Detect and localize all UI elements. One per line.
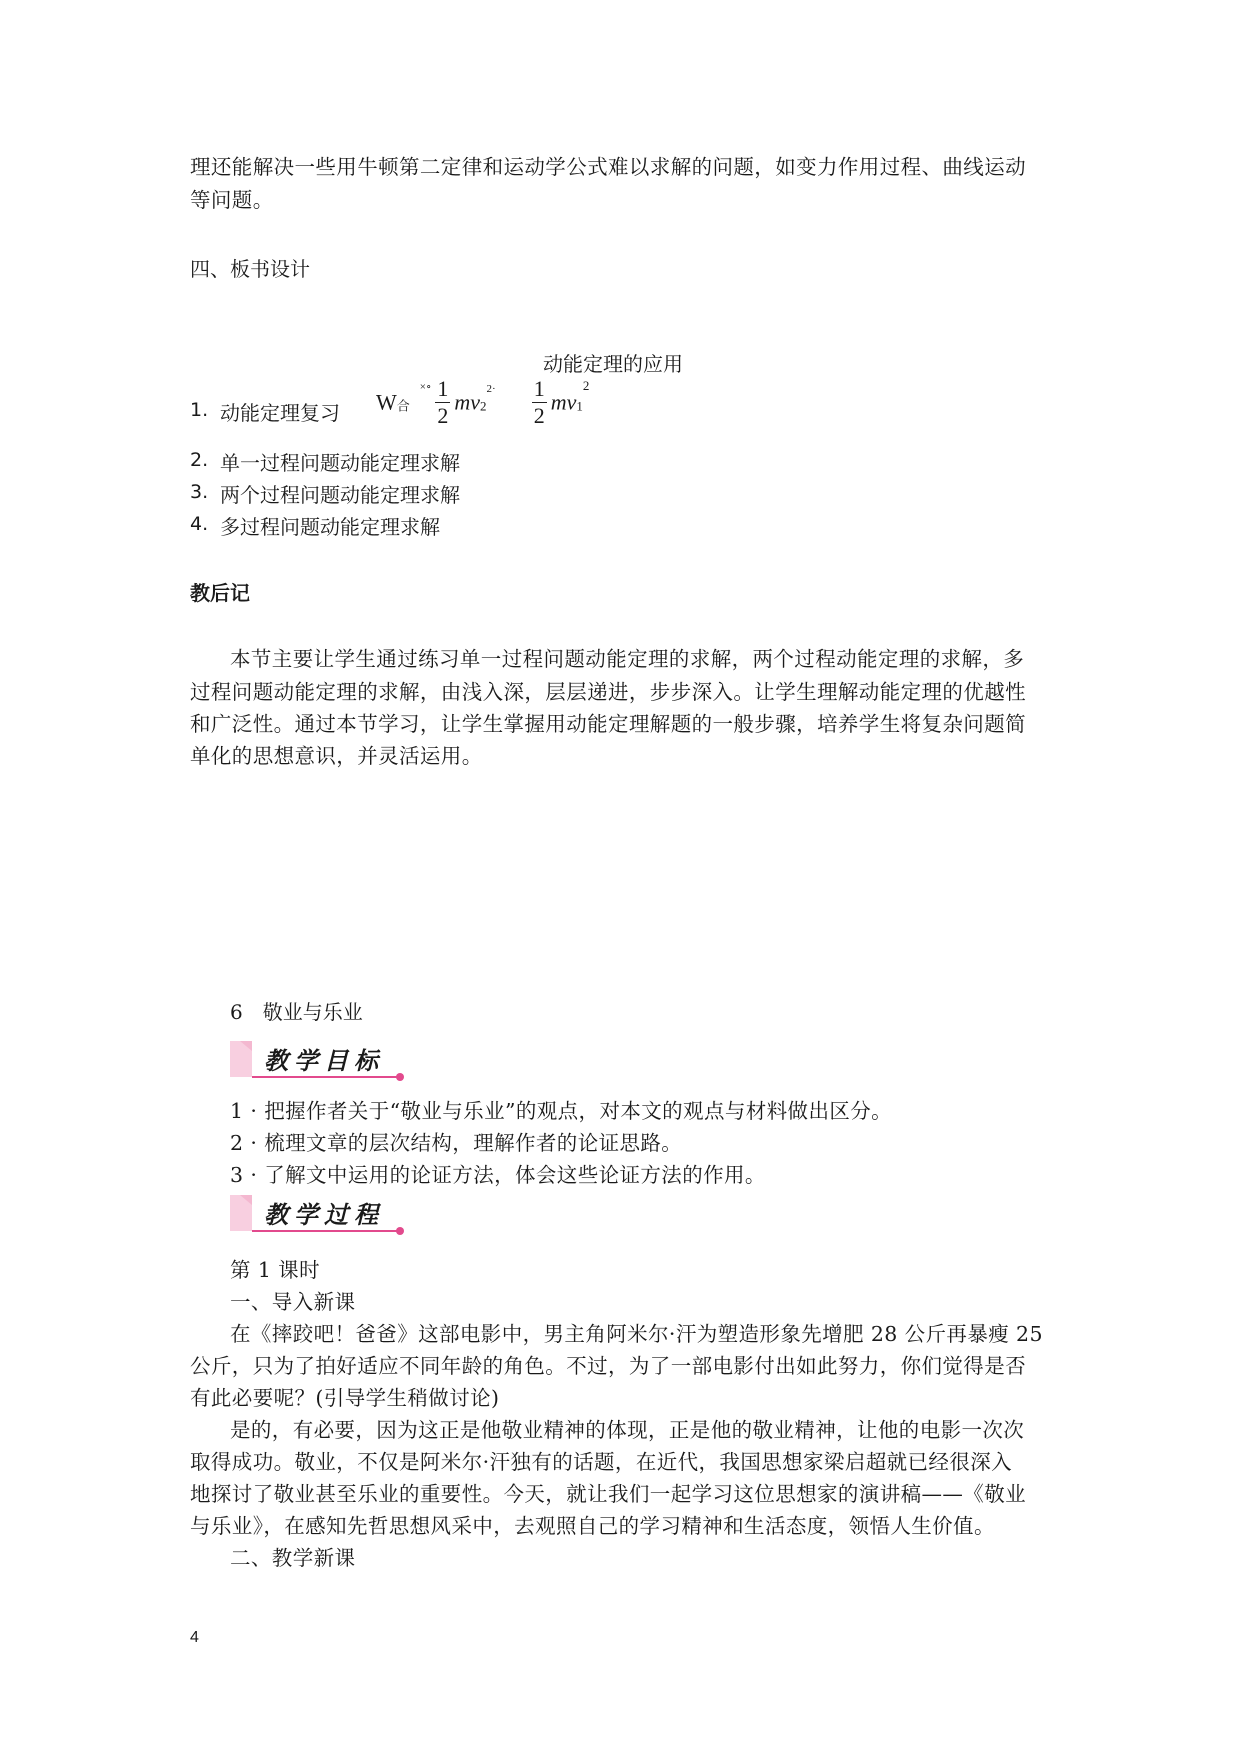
paragraph-line: 有此必要呢？(引导学生稍做讨论) [190, 1386, 500, 1410]
list-item-text: 多过程问题动能定理求解 [220, 515, 440, 539]
goal-item: 2 · 梳理文章的层次结构，理解作者的论证思路。 [230, 1131, 683, 1155]
formula-noise-glyphs: ×∘ [419, 381, 432, 394]
list-item-number: 4. [190, 513, 209, 535]
paragraph-line: 单化的思想意识，并灵活运用。 [190, 744, 483, 768]
formula-fraction-2 [532, 378, 547, 427]
formula-term-1-subscript: 2 [480, 398, 487, 414]
fraction-numerator: 1 [437, 376, 449, 401]
list-item-number: 2. [190, 449, 209, 471]
paragraph-line: 公斤，只为了拍好适应不同年龄的角色。不过，为了一部电影付出如此努力，你们觉得是否 [190, 1354, 1026, 1378]
list-item-number: 3. [190, 481, 209, 503]
formula-term-2-superscript: 2 [582, 378, 590, 394]
banner-teaching-process [230, 1191, 408, 1237]
paragraph-line: 过程问题动能定理的求解，由浅入深，层层递进，步步深入。让学生理解动能定理的优越性 [190, 680, 1026, 704]
lesson-title: 6 敬业与乐业 [230, 1000, 363, 1024]
page-number: 4 [190, 1629, 199, 1646]
formula-fraction-1 [435, 378, 450, 427]
list-item-text: 动能定理复习 [220, 401, 340, 425]
fraction-denominator: 2 [437, 403, 449, 428]
goal-item: 3 · 了解文中运用的论证方法，体会这些论证方法的作用。 [230, 1163, 766, 1187]
paragraph-line: 取得成功。敬业，不仅是阿米尔·汗独有的话题，在近代，我国思想家梁启超就已经很深入 [190, 1450, 1013, 1474]
step-heading: 二、教学新课 [230, 1546, 356, 1570]
list-item-text: 两个过程问题动能定理求解 [220, 483, 460, 507]
fraction-numerator: 1 [533, 376, 545, 401]
afterword-heading: 教后记 [190, 581, 250, 605]
formula-term-2: mv [550, 389, 577, 415]
formula-term-1-superscript: 2· [486, 383, 496, 396]
formula-term-2-subscript: 1 [576, 398, 583, 414]
formula-w: W [376, 389, 397, 415]
fraction-denominator: 2 [533, 403, 545, 428]
banner-label: 教学目标 [264, 1046, 384, 1075]
paragraph-line: 和广泛性。通过本节学习，让学生掌握用动能定理解题的一般步骤，培养学生将复杂问题简 [190, 712, 1026, 736]
paragraph-line: 等问题。 [190, 188, 274, 212]
period-label: 第 1 课时 [230, 1258, 320, 1282]
paragraph-line: 与乐业》，在感知先哲思想风采中，去观照自己的学习精神和生活态度，领悟人生价值。 [190, 1514, 995, 1538]
formula-term-1: mv [454, 389, 481, 415]
formula-w-subscript: 合 [396, 399, 410, 415]
board-title: 动能定理的应用 [543, 352, 683, 376]
banner-label: 教学过程 [264, 1200, 384, 1229]
paragraph-line: 是的，有必要，因为这正是他敬业精神的体现，正是他的敬业精神，让他的电影一次次 [230, 1418, 1025, 1442]
list-item-text: 单一过程问题动能定理求解 [220, 451, 460, 475]
section-heading: 四、板书设计 [190, 257, 310, 281]
paragraph-line: 理还能解决一些用牛顿第二定律和运动学公式难以求解的问题，如变力作用过程、曲线运动 [190, 155, 1026, 179]
step-heading: 一、导入新课 [230, 1290, 356, 1314]
goal-item: 1 · 把握作者关于“敬业与乐业”的观点，对本文的观点与材料做出区分。 [230, 1099, 893, 1123]
kinetic-energy-formula [376, 378, 589, 448]
list-item-number: 1. [190, 399, 209, 421]
paragraph-line: 地探讨了敬业甚至乐业的重要性。今天，就让我们一起学习这位思想家的演讲稿——《敬业 [190, 1482, 1026, 1506]
paragraph-line: 在《摔跤吧！爸爸》这部电影中，男主角阿米尔·汗为塑造形象先增肥 28 公斤再暴瘦 25 [230, 1322, 1043, 1346]
paragraph-line: 本节主要让学生通过练习单一过程问题动能定理的求解，两个过程动能定理的求解，多 [230, 647, 1025, 671]
banner-teaching-goals [230, 1037, 408, 1083]
